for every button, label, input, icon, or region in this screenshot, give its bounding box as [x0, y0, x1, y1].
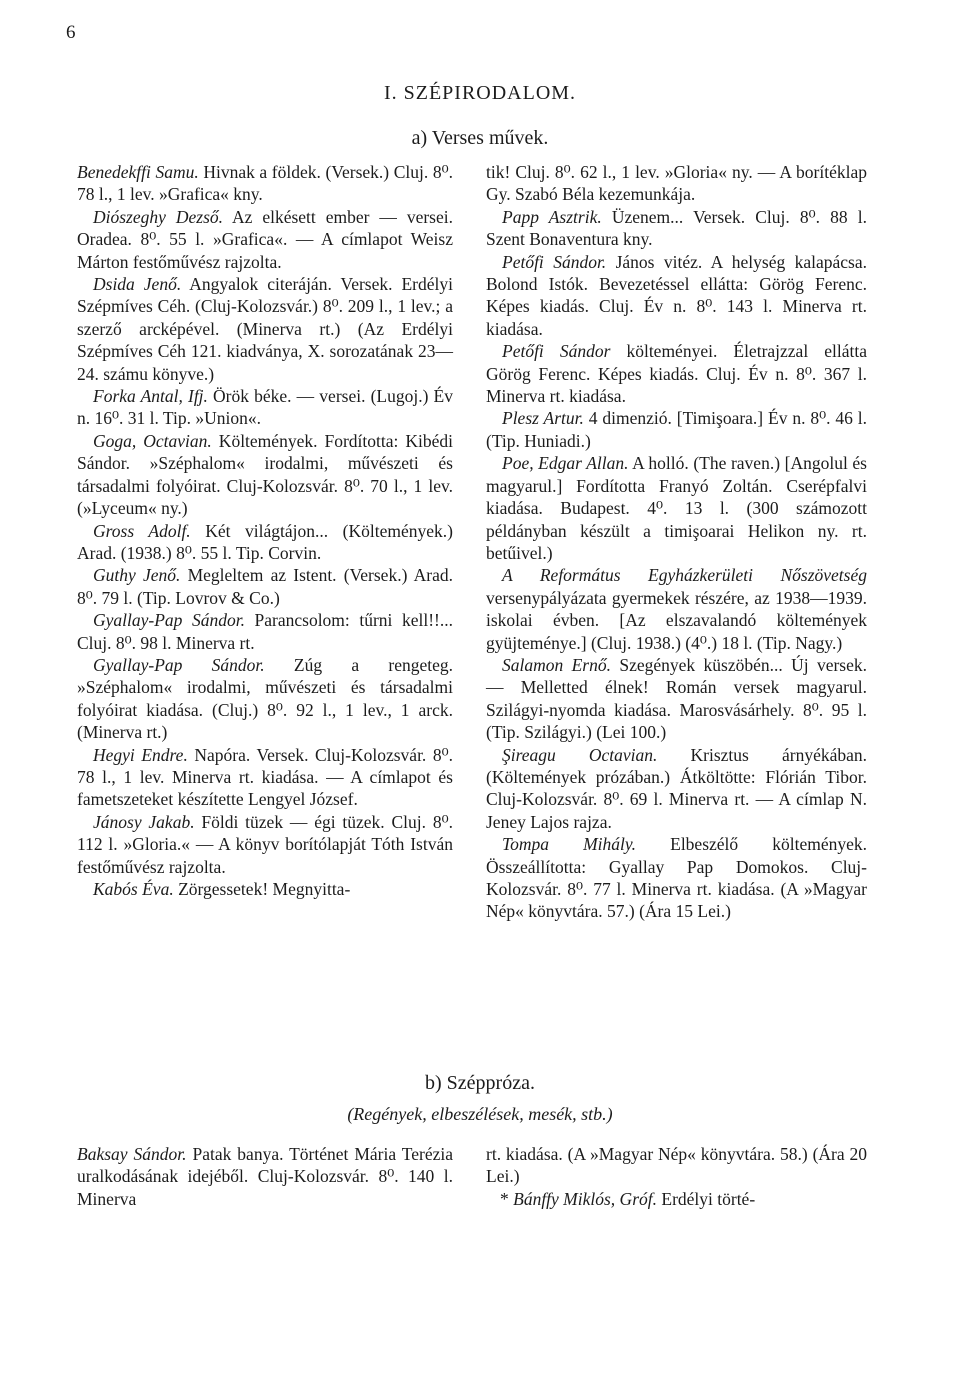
entry-author: Diószeghy Dezső. [93, 206, 223, 227]
list-item [77, 564, 453, 609]
entry-text: Napóra. Versek. Cluj-Kolozsvár. 8⁰. 78 l., 1 lev. Minerva rt. kiadása. — A címlapot és fametszeteket készítette Lengyel József. [77, 744, 453, 810]
entry-text: Krisztus árnyékában. (Költemények prózában.) Átköltötte: Flórián Tibor. Cluj-Kolozsvár. 8⁰. 69 l. Minerva rt. — A címlap N. Jeney Lajos rajza. [486, 744, 867, 832]
entry-author: Hegyi Endre. [93, 744, 188, 765]
page-number: 6 [66, 22, 76, 43]
entry-text: Az elkésett ember — versei. Oradea. 8⁰. 55 l. »Grafica«. — A címlapot Weisz Márton festőművész rajzolta. [77, 206, 453, 272]
section-b-right-column [486, 1143, 867, 1210]
section-a-left-column [77, 161, 453, 900]
list-item [77, 744, 453, 811]
entry-author: Gyallay-Pap Sándor. [93, 654, 265, 675]
entry-author: Bánffy Miklós, Gróf. [513, 1188, 657, 1209]
entry-author: Plesz Artur. [502, 408, 584, 429]
section-b-heading: b) Széppróza. [425, 1072, 535, 1094]
list-item [486, 654, 867, 744]
section-b-subtitle: (Regények, elbeszélések, mesék, stb.) [347, 1104, 613, 1124]
entry-text: Zúg a rengeteg. »Széphalom« irodalmi, művészeti és társadalmi folyóirat kiadása. (Cluj.) 8⁰. 92 l., 1 lev., 1 arck. (Minerva rt.) [77, 654, 453, 743]
section-b-left-column [77, 1143, 453, 1210]
entry-text: Angyalok citeráján. Versek. Erdélyi Szépmíves Céh. (Cluj-Kolozsvár.) 8⁰. 209 l., 1 lev.; a szerző arcképével. (Minerva rt.) (Az Erdélyi Szépmíves Céh 121. kiadványa, X. sorozatának 23—24. számu könyve.) [77, 274, 453, 384]
entry-text: János vitéz. A helység kalapácsa. Bolond Istók. Bevezetéssel ellátta: Görög Ferenc. Képes kiadás. Cluj. Év n. 8⁰. 143 l. Minerva rt. kiadása. [486, 251, 867, 339]
section-a-heading: a) Verses művek. [411, 127, 549, 149]
list-item [77, 609, 453, 654]
entry-author: Poe, Edgar Allan. [502, 453, 629, 474]
list-item [486, 206, 867, 251]
entry-text: versenypályázata gyermekek részére, az 1938—1939. iskolai évben. [Az elszavalandó költemények gyüjteménye.] (Cluj. 1938.) (4⁰.) 18 l. (Tip. Nagy.) [486, 587, 867, 653]
entry-text: Patak banya. Történet Mária Terézia uralkodásának idejéből. Cluj-Kolozsvár. 8⁰. 140 l. Minerva [77, 1144, 453, 1209]
entry-author: Baksay Sándor. [77, 1144, 187, 1164]
entry-text: Elbeszélő költemények. Összeállította: Gyallay Pap Domokos. Cluj-Kolozsvár. 8⁰. 77 l. Minerva rt. kiadása. (A »Magyar Nép« könyvtára. 57.) (Ára 15 Lei.) [486, 834, 867, 922]
entry-author: Jánosy Jakab. [93, 811, 195, 832]
entry-text: Hivnak a földek. (Versek.) Cluj. 8⁰. 78 l., 1 lev. »Grafica« kny. [77, 162, 454, 205]
entry-text: Szegények küszöbén... Új versek. — Melletted élnek! Román versek magyarul. Szilágyi-nyomda kiadása. Marosvásárhely. 8⁰. 95 l. (Tip. Szilágyi.) (Lei 100.) [486, 654, 867, 743]
entry-text: Üzenem... Versek. Cluj. 8⁰. 88 l. Szent Bonaventura kny. [486, 206, 867, 250]
list-item [486, 407, 867, 452]
entry-author: Tompa Mihály. [502, 834, 637, 855]
entry-author: A Református Egyházkerületi Nőszövetség [502, 565, 867, 586]
entry-text: Földi tüzek — égi tüzek. Cluj. 8⁰. 112 l. »Gloria.« — A könyv borítólapját Tóth István festőművész rajzolta. [77, 811, 453, 877]
list-item [486, 744, 867, 834]
page-title: I. SZÉPIRODALOM. [383, 82, 577, 104]
entry-author: Papp Asztrik. [502, 206, 602, 227]
entry-author: Guthy Jenő. [93, 565, 181, 586]
entry-text: Parancsolom: tűrni kell!!... Cluj. 8⁰. 98 l. Minerva rt. [77, 610, 453, 653]
entry-text: Örök béke. — versei. (Lugoj.) Év n. 16⁰. 31 l. Tip. »Union«. [77, 386, 453, 429]
entry-text: Erdélyi törté- [657, 1188, 756, 1209]
entry-text: Költemények. Fordította: Kibédi Sándor. »Széphalom« irodalmi, művészeti és társadalmi folyóirat. Cluj-Kolozsvár. 8⁰. 70 l., 1 lev. (»Lyceum« ny.) [77, 430, 453, 519]
list-item [77, 520, 453, 565]
entry-author: Kabós Éva. [93, 879, 174, 899]
list-item [486, 161, 867, 206]
list-item [486, 251, 867, 341]
list-item [77, 878, 453, 900]
entry-author: Şireagu Octavian. [502, 744, 658, 765]
list-item [486, 564, 867, 654]
section-a-right-column [486, 161, 867, 923]
list-item [77, 273, 453, 385]
entry-author: Gross Adolf. [93, 520, 191, 541]
asterisk-marker: * [500, 1188, 514, 1209]
list-item [486, 340, 867, 407]
entry-text: tik! Cluj. 8⁰. 62 l., 1 lev. »Gloria« ny. — A borítéklap Gy. Szabó Béla kezemunkája. [486, 162, 867, 205]
entry-author: Goga, Octavian. [93, 430, 212, 451]
list-item [77, 1143, 453, 1210]
entry-text: A holló. (The raven.) [Angolul és magyarul.] Fordította Franyó Zoltán. Cserépfalvi kiadása. Budapest. 4⁰. 13 l. (300 számozott példányban készült a timişoarai Helikon ny. rt. betűivel.) [486, 453, 867, 563]
list-item [486, 1143, 867, 1188]
entry-text: költeményei. Életrajzzal ellátta Görög Ferenc. Képes kiadás. Cluj. Év n. 8⁰. 367 l. Minerva rt. kiadása. [486, 341, 867, 407]
entry-text: Megleltem az Istent. (Versek.) Arad. 8⁰. 79 l. (Tip. Lovrov & Co.) [77, 565, 453, 608]
entry-text: Két világtájon... (Költemények.) Arad. (1938.) 8⁰. 55 l. Tip. Corvin. [77, 520, 453, 563]
list-item [486, 452, 867, 564]
entry-author: Petőfi Sándor. [502, 251, 607, 272]
entry-author: Salamon Ernő. [502, 654, 611, 675]
entry-text: 4 dimenzió. [Timişoara.] Év n. 8⁰. 46 l. (Tip. Huniadi.) [486, 408, 867, 451]
list-item [486, 1188, 867, 1210]
list-item [77, 430, 453, 520]
entry-author: Forka Antal, Ifj. [93, 386, 208, 407]
entry-author: Gyallay-Pap Sándor. [93, 610, 245, 631]
list-item [77, 385, 453, 430]
list-item [77, 811, 453, 878]
entry-text: rt. kiadása. (A »Magyar Nép« könyvtára. 58.) (Ára 20 Lei.) [486, 1144, 867, 1187]
entry-author: Dsida Jenő. [93, 274, 182, 295]
entry-text: Zörgessetek! Megnyitta- [173, 879, 351, 899]
list-item [486, 833, 867, 923]
entry-author: Benedekffi Samu. [77, 162, 199, 182]
list-item [77, 206, 453, 273]
list-item [77, 161, 453, 206]
list-item [77, 654, 453, 744]
entry-author: Petőfi Sándor [502, 341, 611, 362]
